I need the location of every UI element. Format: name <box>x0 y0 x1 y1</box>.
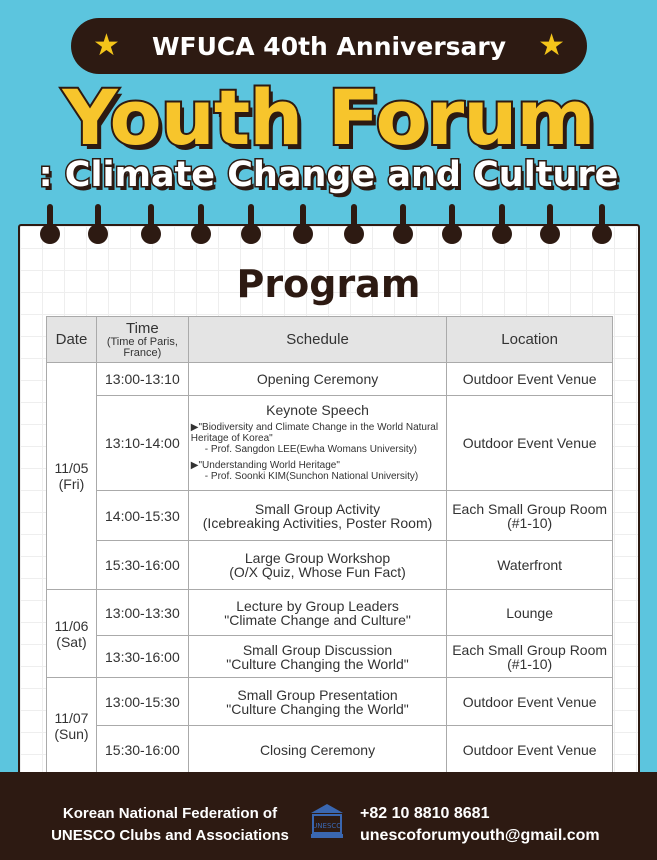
header-schedule: Schedule <box>188 317 446 363</box>
schedule-detail: (O/X Quiz, Whose Fun Fact) <box>229 564 406 580</box>
star-icon: ★ <box>538 28 565 63</box>
location-cell: Lounge <box>447 590 613 636</box>
date-value: 11/06 <box>54 617 89 634</box>
ring-icon <box>145 204 157 244</box>
time-cell: 13:00-13:30 <box>96 590 188 636</box>
speaker-topic: ▶"Understanding World Heritage" <box>190 459 340 471</box>
contact-info <box>360 803 600 847</box>
ring-icon <box>195 204 207 244</box>
table-row <box>47 491 613 541</box>
ring-icon <box>544 204 556 244</box>
table-row <box>47 678 613 726</box>
schedule-detail: "Culture Changing the World" <box>226 655 409 672</box>
contact-email[interactable]: unescoforumyouth@gmail.com <box>360 827 600 844</box>
ring-icon <box>297 204 309 244</box>
schedule-cell <box>188 491 446 541</box>
org-line-1: Korean National Federation of <box>62 805 278 822</box>
unesco-logo-text: UNESCO <box>312 822 342 830</box>
ring-icon <box>496 204 508 244</box>
location-cell: Outdoor Event Venue <box>447 363 613 396</box>
table-row <box>47 363 613 396</box>
subtitle: : Climate Change and Culture <box>38 155 619 195</box>
ring-icon <box>245 204 257 244</box>
table-header-row <box>47 317 613 363</box>
org-line-2: UNESCO Clubs and Associations <box>51 827 289 844</box>
schedule-title: Large Group Workshop <box>244 550 391 566</box>
ring-icon <box>92 204 104 244</box>
time-cell: 15:30-16:00 <box>96 541 188 590</box>
ring-icon <box>446 204 458 244</box>
location-cell: Outdoor Event Venue <box>447 678 613 726</box>
schedule-cell: Opening Ceremony <box>188 363 446 396</box>
table-row <box>47 636 613 678</box>
header-time-note: (Time of Paris, France) <box>106 336 178 359</box>
header-date: Date <box>47 317 97 363</box>
date-cell <box>47 678 97 774</box>
date-cell <box>47 363 97 590</box>
schedule-cell: Closing Ceremony <box>188 726 446 774</box>
ring-icon <box>397 204 409 244</box>
schedule-detail: "Culture Changing the World" <box>226 700 409 717</box>
schedule-detail: (Icebreaking Activities, Poster Room) <box>202 514 433 531</box>
location-cell: Outdoor Event Venue <box>447 726 613 774</box>
banner-text: WFUCA 40th Anniversary <box>151 31 507 61</box>
main-title: Youth Forum <box>62 73 595 162</box>
table-row <box>47 590 613 636</box>
ring-icon <box>348 204 360 244</box>
schedule-cell <box>188 541 446 590</box>
schedule-title: Small Group Activity <box>254 500 381 517</box>
star-icon: ★ <box>93 28 120 63</box>
header-time-label: Time <box>125 320 159 337</box>
header-time <box>96 317 188 363</box>
program-table <box>46 316 613 774</box>
location-cell: Outdoor Event Venue <box>447 396 613 491</box>
schedule-cell <box>188 590 446 636</box>
speaker-name: - Prof. Sangdon LEE(Ewha Womans University) <box>204 443 417 455</box>
ring-icon <box>44 204 56 244</box>
date-value: 11/07 <box>54 709 89 726</box>
location-cell: Each Small Group Room (#1-10) <box>447 636 613 678</box>
weekday-value: (Sat) <box>56 633 87 650</box>
location-cell: Each Small Group Room (#1-10) <box>447 491 613 541</box>
table-row <box>47 541 613 590</box>
table-row <box>47 396 613 491</box>
anniversary-banner <box>71 18 587 74</box>
location-cell: Waterfront <box>447 541 613 590</box>
time-cell: 13:00-13:10 <box>96 363 188 396</box>
weekday-value: (Sun) <box>54 725 89 742</box>
time-cell: 13:30-16:00 <box>96 636 188 678</box>
schedule-title: Lecture by Group Leaders <box>236 597 399 614</box>
schedule-cell <box>188 678 446 726</box>
speaker-name: - Prof. Soonki KIM(Sunchon National University) <box>204 470 419 482</box>
organization-name <box>40 803 300 847</box>
speaker-topic: ▶"Biodiversity and Climate Change in the World Natural Heritage of Korea" <box>190 421 439 444</box>
program-heading: Program <box>236 262 421 306</box>
schedule-detail: "Climate Change and Culture" <box>224 611 411 628</box>
schedule-cell <box>188 396 446 491</box>
ring-icon <box>596 204 608 244</box>
schedule-cell <box>188 636 446 678</box>
table-row <box>47 726 613 774</box>
weekday-value: (Fri) <box>58 476 85 492</box>
time-cell: 14:00-15:30 <box>96 491 188 541</box>
header-location: Location <box>447 317 613 363</box>
time-cell: 13:10-14:00 <box>96 396 188 491</box>
schedule-title: Small Group Presentation <box>237 686 398 703</box>
schedule-title: Small Group Discussion <box>242 641 393 658</box>
unesco-logo-icon <box>307 801 347 841</box>
time-cell: 13:00-15:30 <box>96 678 188 726</box>
date-value: 11/05 <box>54 460 89 476</box>
date-cell <box>47 590 97 678</box>
time-cell: 15:30-16:00 <box>96 726 188 774</box>
schedule-title: Keynote Speech <box>266 401 369 418</box>
contact-phone[interactable]: +82 10 8810 8681 <box>360 805 490 822</box>
